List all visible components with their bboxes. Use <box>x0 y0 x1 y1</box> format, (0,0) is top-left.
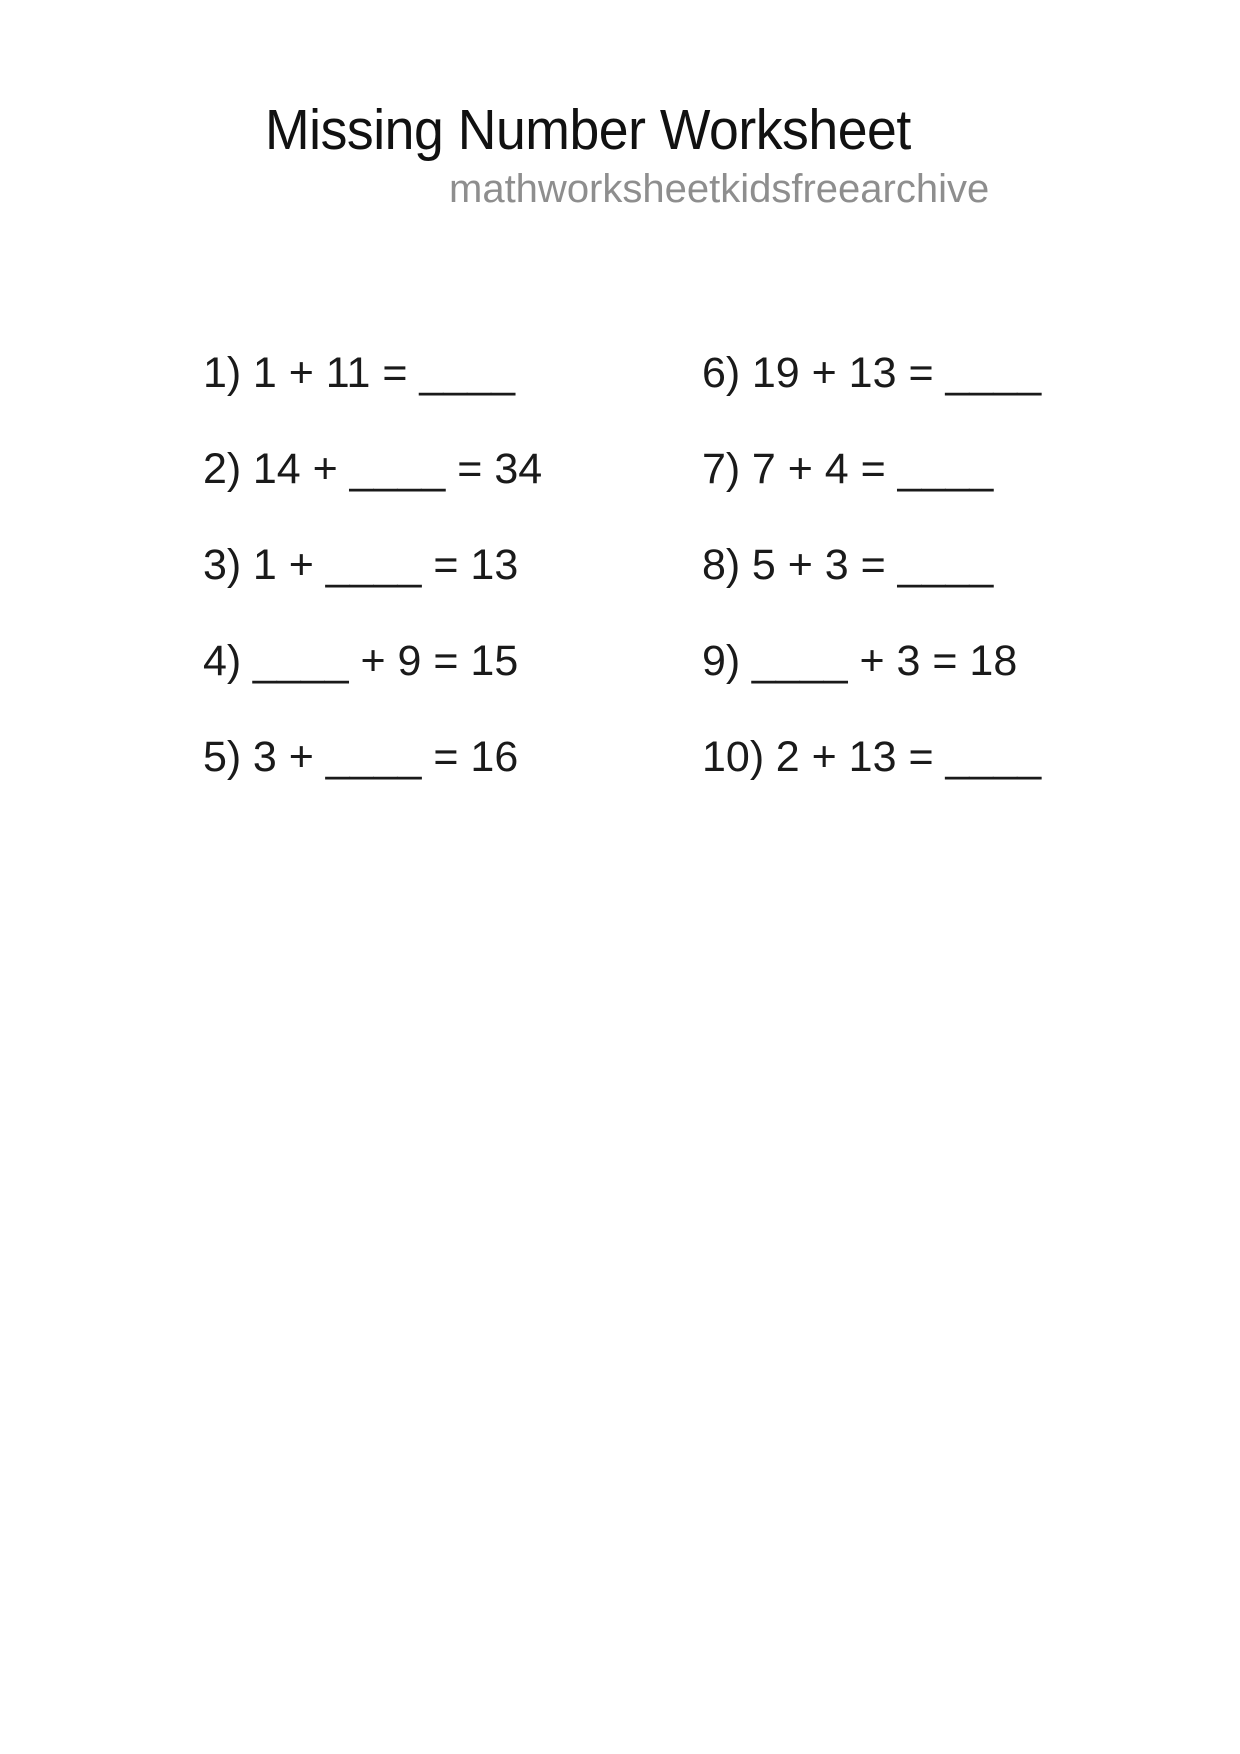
problem-equation: 19 + 13 = ____ <box>751 349 1042 397</box>
problem-number: 9) <box>702 637 741 685</box>
problem-item-9 <box>702 613 1041 709</box>
problem-equation: ____ + 3 = 18 <box>751 637 1018 685</box>
problem-number: 1) <box>203 349 242 397</box>
problem-item-5 <box>203 709 542 805</box>
problem-number: 6) <box>702 349 741 397</box>
problem-equation: 3 + ____ = 16 <box>252 733 519 781</box>
problems-column-left <box>203 325 542 805</box>
problem-item-1 <box>203 325 542 421</box>
problem-number: 10) <box>702 733 765 781</box>
problem-equation: 2 + 13 = ____ <box>775 733 1042 781</box>
problem-item-8 <box>702 517 1041 613</box>
problem-equation: ____ + 9 = 15 <box>252 637 519 685</box>
problem-item-6 <box>702 325 1041 421</box>
problem-equation: 7 + 4 = ____ <box>751 445 994 493</box>
problem-equation: 1 + 11 = ____ <box>252 349 516 397</box>
problem-item-4 <box>203 613 542 709</box>
problem-number: 5) <box>203 733 242 781</box>
problem-item-10 <box>702 709 1041 805</box>
problem-number: 8) <box>702 541 741 589</box>
problem-number: 2) <box>203 445 242 493</box>
problem-number: 4) <box>203 637 242 685</box>
problem-item-3 <box>203 517 542 613</box>
problem-equation: 14 + ____ = 34 <box>252 445 543 493</box>
problem-equation: 1 + ____ = 13 <box>252 541 519 589</box>
worksheet-subtitle: mathworksheetkidsfreearchive <box>449 167 990 211</box>
problem-number: 3) <box>203 541 242 589</box>
problem-item-7 <box>702 421 1041 517</box>
problem-number: 7) <box>702 445 741 493</box>
problem-equation: 5 + 3 = ____ <box>751 541 994 589</box>
worksheet-title: Missing Number Worksheet <box>265 98 911 162</box>
problem-item-2 <box>203 421 542 517</box>
problems-column-right <box>702 325 1041 805</box>
